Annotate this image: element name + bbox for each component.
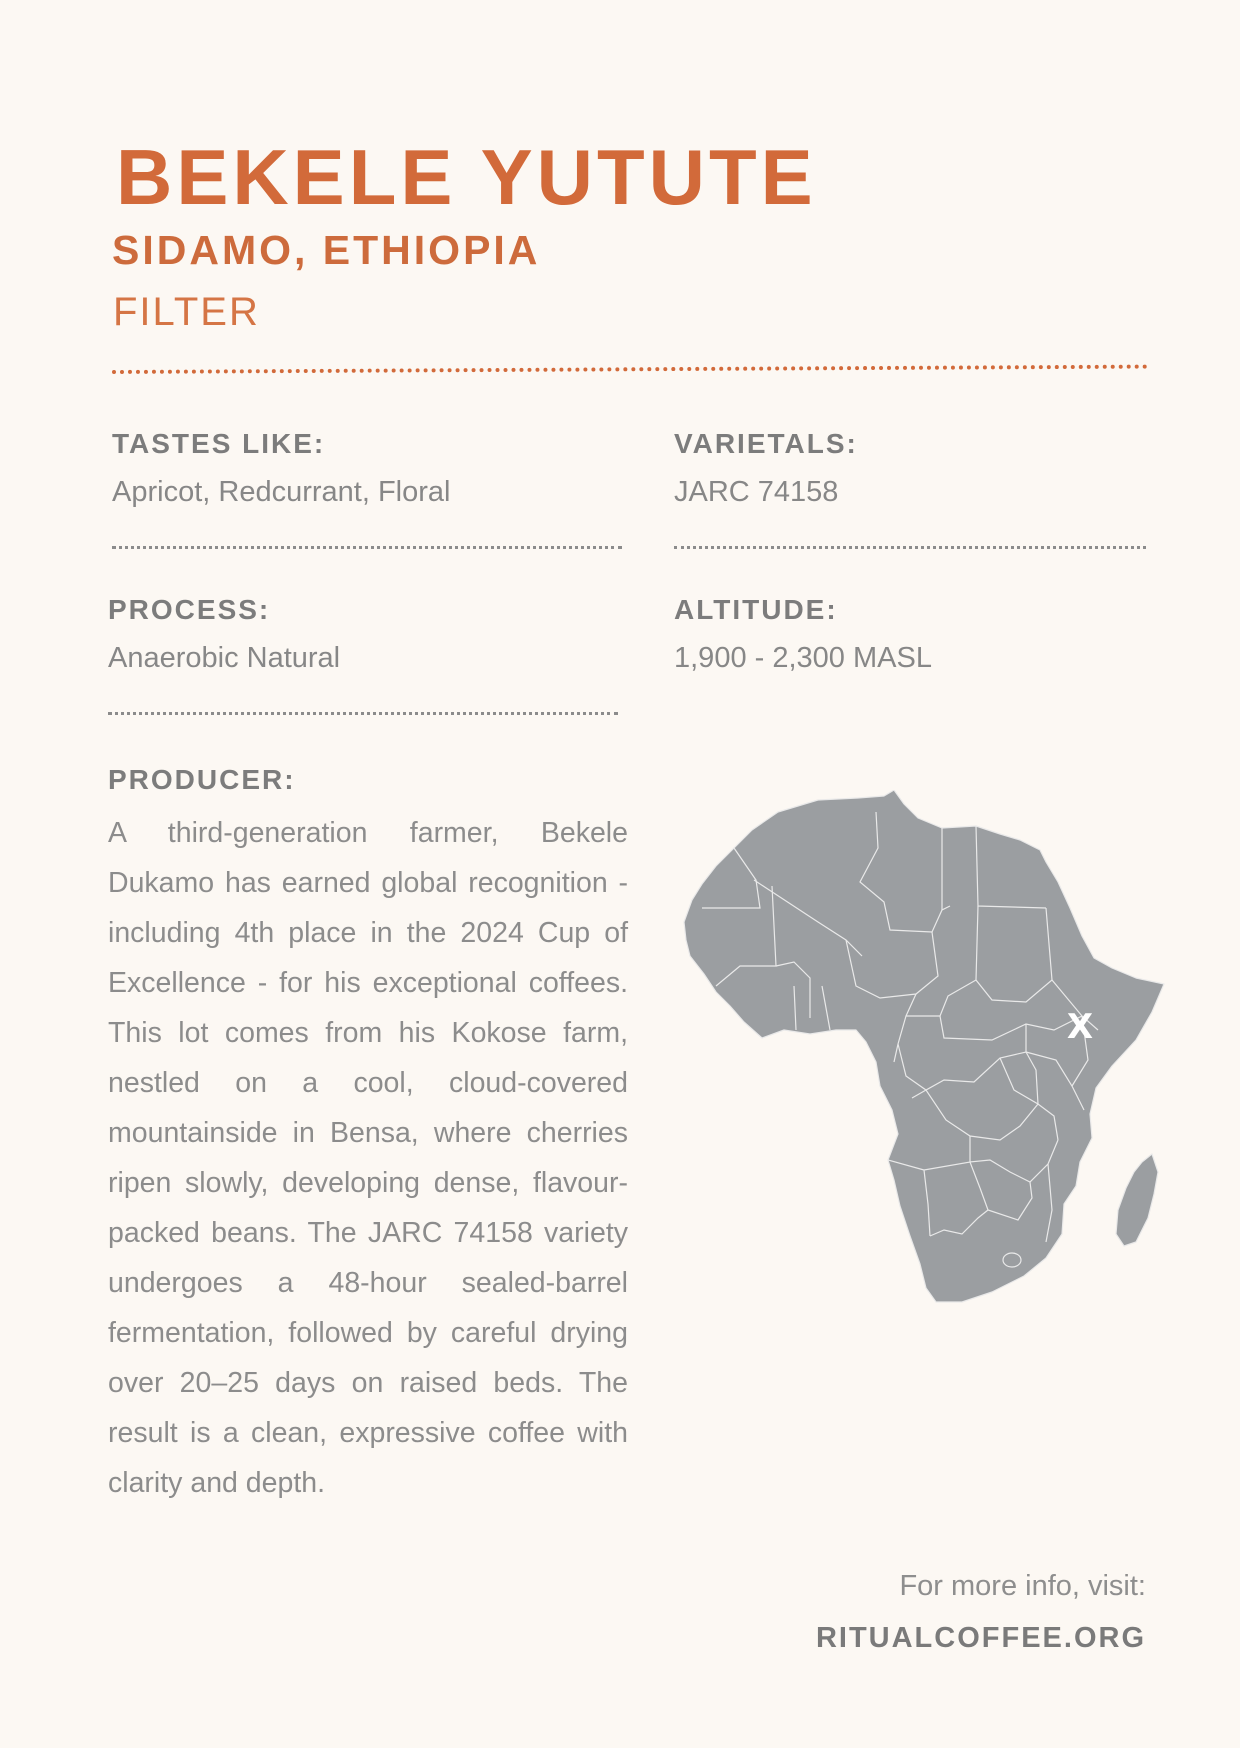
producer-story: A third-generation farmer, Bekele Dukamo has earned global recognition - including 4th place in the 2024 Cup of Excellence - for his exceptional coffees. This lot comes from his Kokose farm, nestled on a cool, cloud-covered mountainside in Bensa, where cherries ripen slowly, developing dense, flavour-packed beans. The JARC 74158 variety undergoes a 48-hour sealed-barrel fermentation, followed by careful drying over 20–25 days on raised beds. The result is a clean, expressive coffee with clarity and depth.: [108, 817, 628, 1499]
process-label: PROCESS:: [108, 594, 271, 625]
tastes-like-value: Apricot, Redcurrant, Floral: [112, 476, 451, 508]
altitude-label: ALTITUDE:: [674, 594, 838, 625]
process-divider: [108, 712, 618, 715]
process-value: Anaerobic Natural: [108, 642, 341, 674]
africa-map-icon: [680, 790, 1170, 1350]
coffee-name: BEKELE YUTUTE: [116, 133, 817, 221]
header-divider: [112, 365, 1148, 374]
altitude-value: 1,900 - 2,300 MASL: [674, 642, 932, 674]
location-marker: X: [1066, 1007, 1094, 1047]
more-info-text: For more info, visit:: [899, 1570, 1146, 1602]
tastes-like-divider: [112, 546, 622, 549]
varietals-value: JARC 74158: [674, 476, 839, 508]
origin-region: SIDAMO, ETHIOPIA: [112, 227, 541, 273]
tastes-like-label: TASTES LIKE:: [112, 428, 326, 459]
varietals-divider: [674, 546, 1146, 549]
varietals-label: VARIETALS:: [674, 428, 858, 459]
brew-method: FILTER: [113, 290, 260, 334]
africa-map: [680, 790, 1170, 1350]
website-link[interactable]: RITUALCOFFEE.ORG: [815, 1622, 1146, 1654]
producer-label: PRODUCER:: [108, 764, 296, 795]
